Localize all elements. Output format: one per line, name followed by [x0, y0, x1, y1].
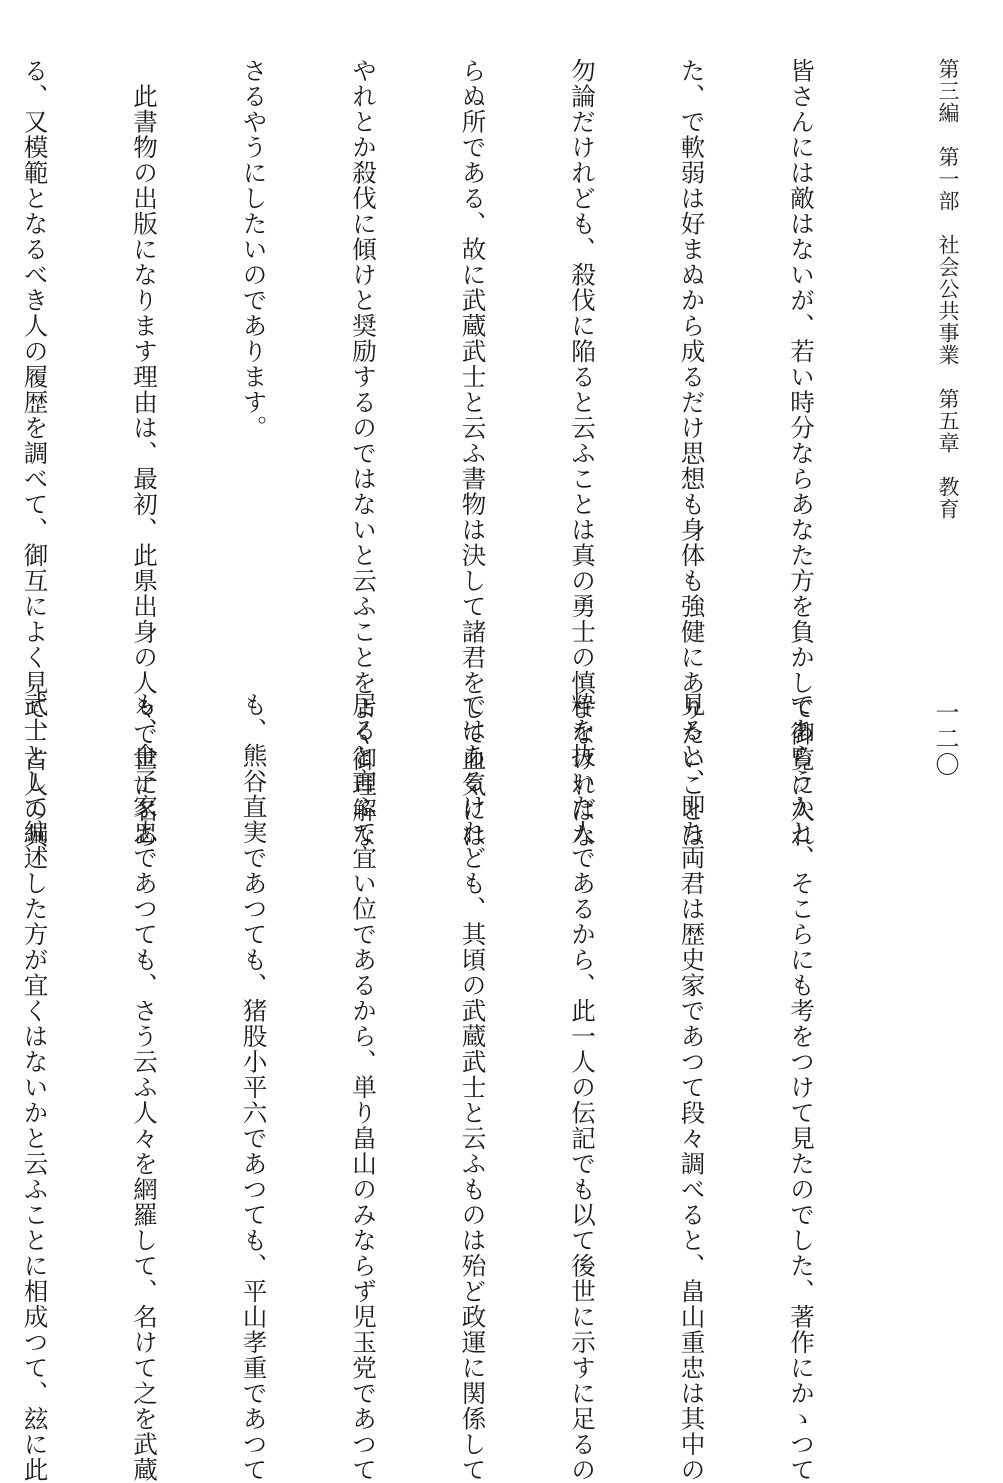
text-block-bottom	[20, 692, 892, 1483]
text-line: であらうかと、そこらにも考をつけて見たのでした、著作にかゝつて	[787, 692, 816, 1483]
text-line: 粋を抜いた人であるから、此一人の伝記でも以て後世に示すに足るの	[568, 692, 597, 1483]
text-line: も、熊谷直実であつても、猪股小平六であつても、平山孝重であつて	[239, 692, 269, 1483]
text-line: た、で軟弱は好まぬから成るだけ思想も身体も強健にありたいことは	[677, 58, 707, 849]
running-title: 第三編 第一部 社会公共事業 第五章 教育	[936, 58, 960, 520]
page-number-text: 一二〇	[931, 700, 959, 778]
text-line: らぬ所である、故に武蔵武士と云ふ書物は決して諸君をして血気には	[458, 58, 488, 849]
text-line: やれとか殺伐に傾けと奨励するのではないと云ふことをよく御理解な	[349, 58, 378, 849]
text-line: さるやうにしたいのであります。	[239, 58, 269, 441]
text-line: 見ると、即ち両君は歴史家であつて段々調べると、畠山重忠は其中の	[677, 692, 707, 1483]
text-line: も、金子家忠であつても、さう云ふ人々を網羅して、名けて之を武蔵	[130, 692, 159, 1483]
text-line: ではあるけれども、其頃の武蔵武士と云ふものは殆ど政運に関係して	[458, 692, 488, 1483]
text-line: 皆さんには敵はないが、若い時分ならあなた方を負かして御覧に入れ	[787, 58, 816, 849]
text-line: る、又模範となるべき人の履歴を調べて、御互によく見て、古人の其	[20, 58, 50, 849]
page-number	[923, 700, 963, 820]
text-line: 此書物の出版になります理由は、最初、此県出身の人々で世に名あ	[130, 58, 159, 849]
text-block-top	[20, 58, 892, 849]
running-header	[923, 58, 963, 678]
text-line: 武士として編述した方が宜くはないかと云ふことに相成つて、玆に此	[20, 692, 50, 1483]
text-line: 居ると言ふて宜い位であるから、単り畠山のみならず児玉党であつて	[349, 692, 378, 1483]
text-line: 勿論だけれども、殺伐に陥ると云ふことは真の勇士の慎まなければな	[568, 58, 597, 849]
